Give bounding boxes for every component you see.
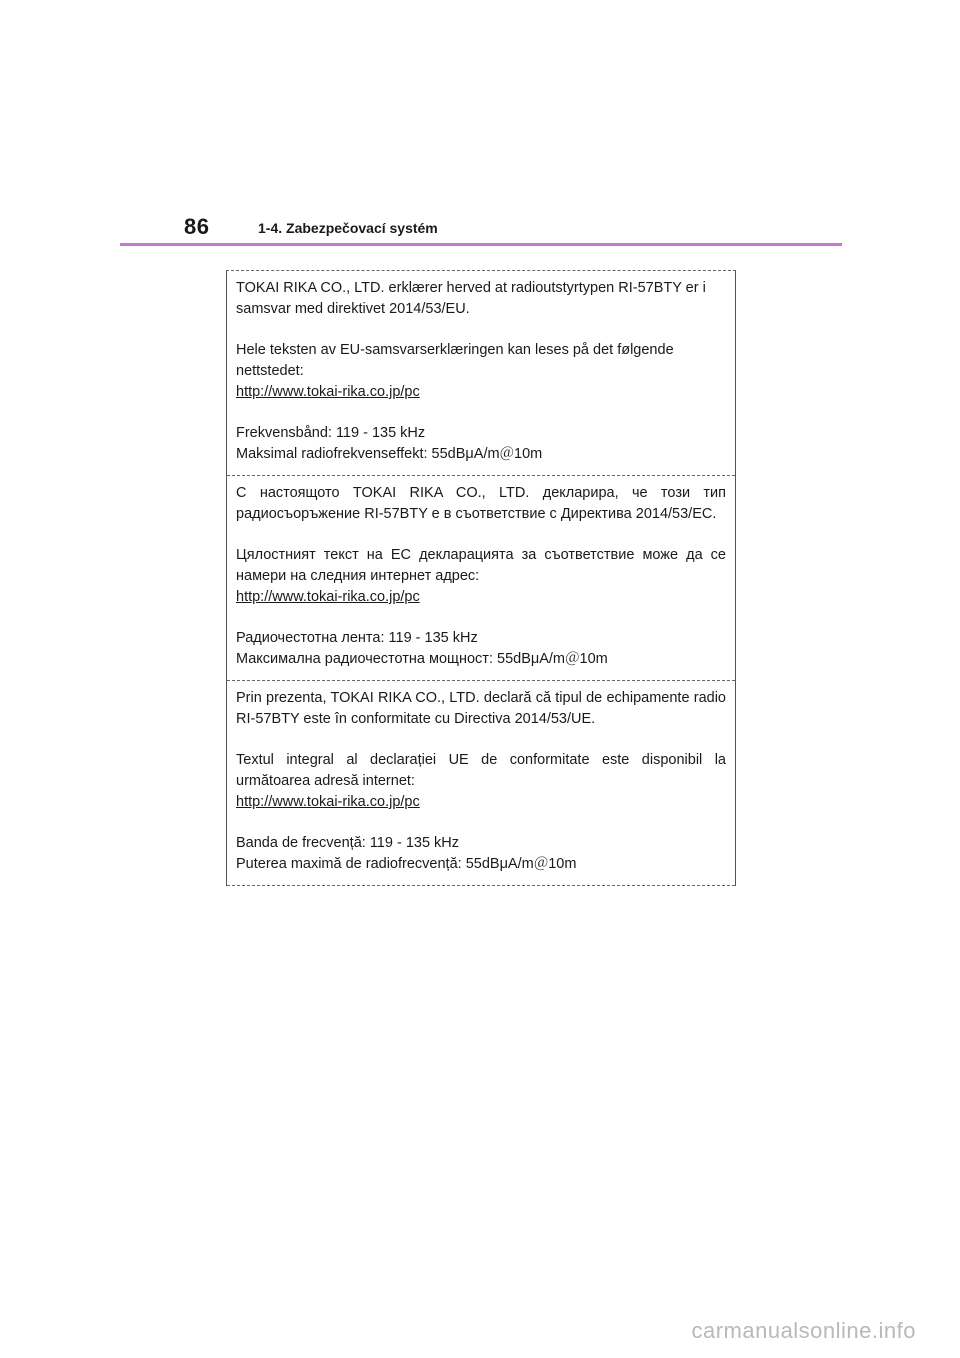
watermark-text: carmanualsonline.info — [691, 1318, 916, 1343]
declaration-url-link[interactable]: http://www.tokai-rika.co.jp/pc — [236, 589, 420, 605]
page-number: 86 — [184, 214, 210, 239]
declaration-full-text-note: Цялостният текст на ЕС декларацията за съответствие може да се намери на следния интернет адрес: — [236, 547, 726, 584]
declaration-block-bulgarian — [227, 476, 735, 681]
declaration-frequency: Banda de frecvență: 119 - 135 kHz — [236, 835, 460, 851]
declaration-full-text-note: Textul integral al declarației UE de conformitate este disponibil la următoarea adresă internet: — [236, 752, 726, 789]
section-title: 1-4. Zabezpečovací systém — [258, 220, 438, 236]
header-rule — [120, 243, 842, 246]
declaration-table — [226, 270, 736, 886]
declaration-frequency: Радиочестотна лента: 119 - 135 kHz — [236, 630, 478, 646]
declaration-block-romanian — [227, 681, 735, 886]
declaration-statement: Prin prezenta, TOKAI RIKA CO., LTD. declară că tipul de echipamente radio RI-57BTY este în conformitate cu Directiva 2014/53/UE. — [236, 690, 726, 727]
declaration-url-link[interactable]: http://www.tokai-rika.co.jp/pc — [236, 384, 420, 400]
declaration-power: Puterea maximă de radiofrecvență: 55dBμA/m＠10m — [236, 856, 577, 872]
declaration-full-text-note: Hele teksten av EU-samsvarserklæringen kan leses på det følgende nettstedet: — [236, 342, 674, 379]
declaration-statement: TOKAI RIKA CO., LTD. erklærer herved at radioutstyrtypen RI-57BTY er i samsvar med direktivet 2014/53/EU. — [236, 280, 706, 317]
declaration-block-norwegian — [227, 271, 735, 476]
declaration-power: Максимална радиочестотна мощност: 55dBμA/m＠10m — [236, 651, 608, 667]
declaration-url-link[interactable]: http://www.tokai-rika.co.jp/pc — [236, 794, 420, 810]
declaration-power: Maksimal radiofrekvenseffekt: 55dBμA/m＠10m — [236, 446, 543, 462]
declaration-frequency: Frekvensbånd: 119 - 135 kHz — [236, 425, 426, 441]
declaration-statement: С настоящото TOKAI RIKA CO., LTD. декларира, че този тип радиосъоръжение RI-57BTY е в съответствие с Директива 2014/53/ЕС. — [236, 485, 726, 522]
